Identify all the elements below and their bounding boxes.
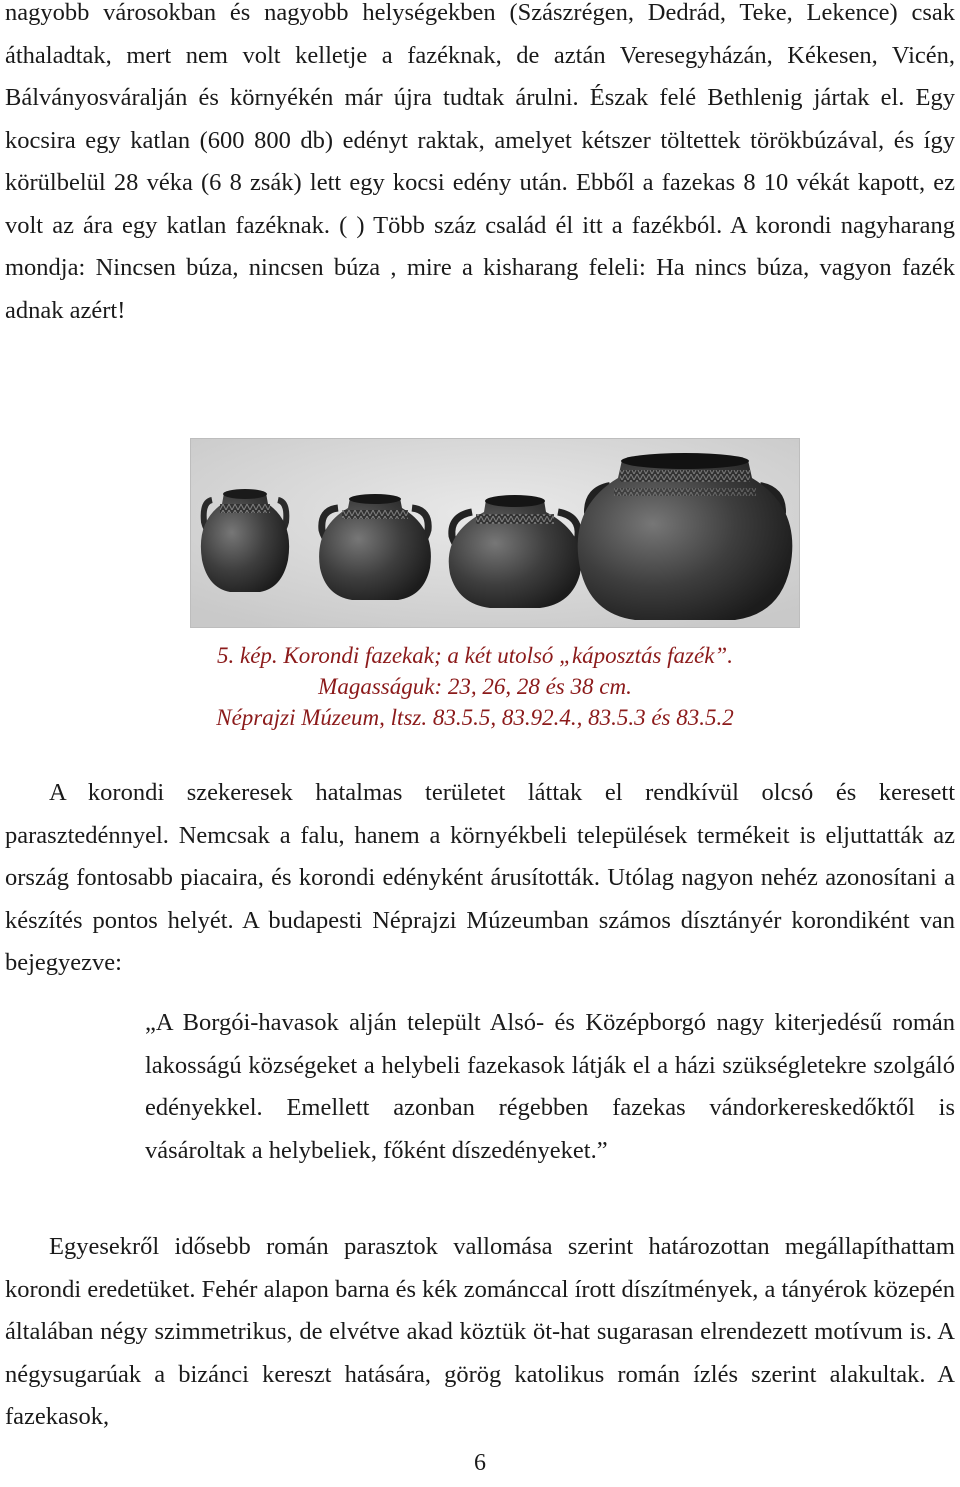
figure-caption (0, 640, 950, 733)
paragraph-1: nagyobb városokban és nagyobb helységekben (Szászrégen, Dedrád, Teke, Lekence) csak áthaladtak, mert nem volt kelletje a fazéknak, de aztán Veresegyházán, Kékesen, Vicén, Bálványosváralján és környékén már újra tudtak árulni. Észak felé Bethlenig jártak el. Egy kocsira egy katlan (600 800 db) edényt raktak, amelyet kétszer töltettek törökbúzával, és így körülbelül 28 véka (6 8 zsák) lett egy kocsi edény után. Ebből a fazekas 8 10 vékát kapott, ez volt az ára egy katlan fazéknak. ( ) Több száz család él itt a fazékból. A korondi nagyharang mondja: Nincsen búza, nincsen búza , mire a kisharang feleli: Ha nincs búza, vagyon fazék adnak azért! (5, 0, 955, 324)
pot-2 (319, 494, 431, 600)
pottery-photo (190, 438, 800, 628)
pot-3 (449, 495, 582, 608)
paragraph-3: Egyesekről idősebb román parasztok vallomása szerint határozottan megállapíthattam korondi eredetüket. Fehér alapon barna és kék zománccal írott díszítmények, a tányérok közepén általában négy szimmetrikus, de elvétve akad köztük öt-hat sugarasan elrendezett motívum is. A négysugarúak a bizánci kereszt hatására, görög katolikus román ízlés szerint alakultak. A fazekasok, (5, 1233, 955, 1430)
body-section-2 (5, 772, 955, 985)
caption-line-1: 5. kép. Korondi fazekak; a két utolsó „káposztás fazék”. (217, 643, 733, 668)
page-number: 6 (474, 1450, 486, 1476)
body-section-3 (5, 1226, 955, 1439)
caption-line-2: Magasságuk: 23, 26, 28 és 38 cm. (318, 674, 632, 699)
block-quote: „A Borgói-havasok alján települt Alsó- és Középborgó nagy kiterjedésű román lakosságú községeket a helybeli fazekasok látják el a házi szükségletekre szolgáló edényekkel. Emellett azonban régebben fazekas vándorkereskedőktől is vásároltak a helybeliek, főként díszedényeket.” (145, 1009, 955, 1164)
paragraph-2: A korondi szekeresek hatalmas területet láttak el rendkívül olcsó és keresett parasztedénnyel. Nemcsak a falu, hanem a környékbeli települések termékeit is eljuttatták az ország fontosabb piacaira, és korondi edényként árusították. Utólag nagyon nehéz azonosítani a készítés pontos helyét. A budapesti Néprajzi Múzeumban számos dísztányér korondiként van bejegyezve: (5, 779, 955, 976)
page (5, 0, 955, 332)
caption-line-3: Néprajzi Múzeum, ltsz. 83.5.5, 83.92.4., 83.5.3 és 83.5.2 (216, 705, 734, 730)
pottery-photo-image (190, 438, 800, 628)
